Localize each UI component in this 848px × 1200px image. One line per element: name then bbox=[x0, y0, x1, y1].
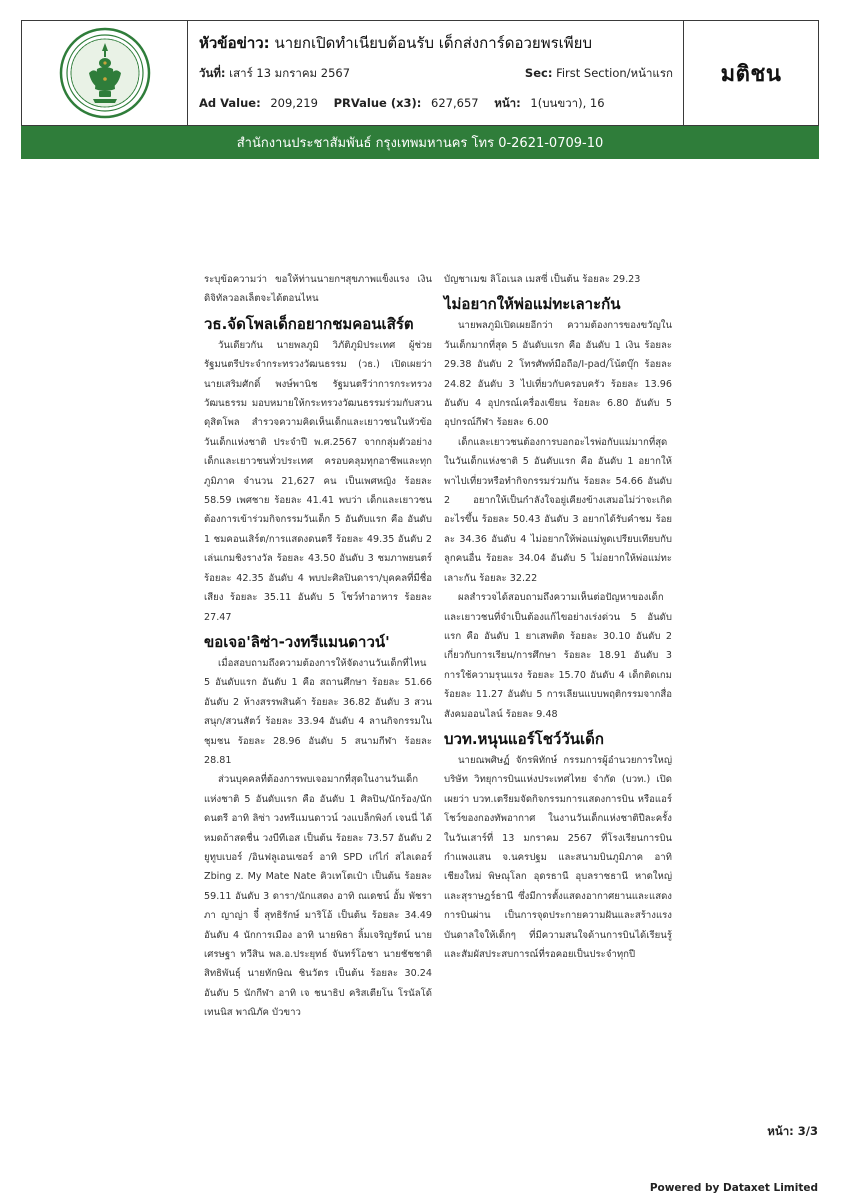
clipping-header bbox=[21, 20, 819, 126]
date-value: เสาร์ 13 มกราคม 2567 bbox=[229, 66, 351, 80]
article-paragraph: เมื่อสอบถามถึงความต้องการให้จัดงานวันเด็กที่ไหน 5 อันดับแรก อันดับ 1 คือ สถานศึกษา ร้อยละ 51.66 อันดับ 2 ห้างสรรพสินค้า ร้อยละ 36.82 อันดับ 3 สวนสนุก/สวนสัตว์ ร้อยละ 33.94 อันดับ 4 ลานกิจกรรมในชุมชน ร้อยละ 28.96 อันดับ 5 สนามกีฬา ร้อยละ 28.81 bbox=[204, 657, 432, 766]
agency-text: สำนักงานประชาสัมพันธ์ กรุงเทพมหานคร โทร 0-2621-0709-10 bbox=[236, 136, 604, 151]
page-number-label: หน้า: bbox=[767, 1124, 794, 1138]
headline-label: หัวข้อข่าว: bbox=[199, 34, 270, 52]
powered-by: Powered by Dataxet Limited bbox=[649, 1182, 818, 1194]
section-heading: วธ.จัดโพลเด็กอยากชมคอนเสิร์ต bbox=[204, 314, 414, 333]
section-heading: ขอเจอ'ลิซ่า-วงทรีแมนดาวน์' bbox=[204, 632, 390, 651]
section-heading: บวท.หนุนแอร์โชว์วันเด็ก bbox=[444, 729, 604, 748]
page-label: หน้า: bbox=[494, 96, 521, 110]
page-number bbox=[767, 1123, 818, 1141]
section-value: First Section/หน้าแรก bbox=[556, 66, 673, 80]
clipping-info bbox=[187, 21, 684, 125]
article-paragraph: ผลสำรวจได้สอบถามถึงความเห็นต่อปัญหาของเด็กและเยาวชนที่จำเป็นต้องแก้ไขอย่างเร่งด่วน 5 อันดับแรก คือ อันดับ 1 ยาเสพติด ร้อยละ 30.10 อันดับ 2 เกี่ยวกับการเรียน/การศึกษา ร้อยละ 18.91 อันดับ 3 การใช้ความรุนแรง ร้อยละ 15.70 อันดับ 4 เด็กติดเกม ร้อยละ 11.27 อันดับ 5 การเลียนแบบพฤติกรรมจากสื่อสังคมออนไลน์ ร้อยละ 9.48 bbox=[444, 592, 672, 720]
article-paragraph: ระบุข้อความว่า ขอให้ท่านนายกฯสุขภาพแข็งแรง เงินดิจิทัลวอลเล็ตจะได้ตอนไหน bbox=[204, 274, 432, 305]
page-number-value: 3/3 bbox=[797, 1124, 818, 1138]
article-paragraph: ส่วนบุคคลที่ต้องการพบเจอมากที่สุดในงานวันเด็กแห่งชาติ 5 อันดับแรก คือ อันดับ 1 ศิลปิน/นักร้อง/นักดนตรี อาทิ ลิซ่า วงทรีแมนดาวน์ วงแบล็กพิงก์ เจนนี่ ได้หมดถ้าสดชื่น วงบีทีเอส เป็นต้น ร้อยละ 73.57 อันดับ 2 ยูทูบเบอร์ /อินฟลูเอนเซอร์ อาทิ SPD เก๋ไก๋ สไลเดอร์ Zbing z. My Mate Nate คิวเทโตเป๋า เป็นต้น ร้อยละ 59.11 อันดับ 3 ดารา/นักแสดง อาทิ ณเดชน์ อั้ม พัชราภา ญาญ่า จี๋ สุทธิรักษ์ มาริโอ้ เป็นต้น ร้อยละ 34.49 อันดับ 4 นักการเมือง อาทิ นายพิธา ลิ้มเจริญรัตน์ นายเศรษฐา ทวีสิน พล.อ.ประยุทธ์ จันทร์โอชา นายชัชชาติ สิทธิพันธุ์ นายทักษิณ ชินวัตร เป็นต้น ร้อยละ 30.24 อันดับ 5 นักกีฬา อาทิ เจ ชนาธิป คริสเตียโน โรนัลโด้ เทนนิส พาณิภัค บัวขาว bbox=[204, 774, 432, 1019]
article-paragraph: วันเดียวกัน นายพลภูมิ วิภัติภูมิประเทศ ผู้ช่วยรัฐมนตรีประจำกระทรวงวัฒนธรรม (วธ.) เปิดเผยว่า นายเสริมศักดิ์ พงษ์พานิช รัฐมนตรีว่าการกระทรวงวัฒนธรรม มอบหมายให้กระทรวงวัฒนธรรมร่วมกับสวนดุสิตโพล สำรวจความคิดเห็นเด็กและเยาวชนในหัวข้อวันเด็กแห่งชาติ ประจำปี พ.ศ.2567 จากกลุ่มตัวอย่างเด็กและเยาวชนทั่วประเทศ ครอบคลุมทุกอาชีพและทุกภูมิภาค จำนวน 21,627 คน เป็นเพศหญิง ร้อยละ 58.59 เพศชาย ร้อยละ 41.41 พบว่า เด็กและเยาวชนต้องการเข้าร่วมกิจกรรมวันเด็ก 5 อันดับแรก คือ อันดับ 1 ชมคอนเสิร์ต/การแสดงดนตรี ร้อยละ 49.35 อันดับ 2 เล่นเกมชิงรางวัล ร้อยละ 43.50 อันดับ 3 ชมภาพยนตร์ ร้อยละ 42.35 อันดับ 4 พบปะศิลปินดารา/บุคคลที่มีชื่อเสียง ร้อยละ 35.11 อันดับ 5 โชว์ทำอาหาร ร้อยละ 27.47 bbox=[204, 339, 432, 623]
section-heading: ไม่อยากให้พ่อแม่ทะเลาะกัน bbox=[444, 295, 621, 314]
page-field bbox=[494, 96, 610, 110]
article-paragraph: นายณพศิษฏ์ จักรพิทักษ์ กรรมการผู้อำนวยการใหญ่ บริษัท วิทยุการบินแห่งประเทศไทย จำกัด (บวท.) เปิดเผยว่า บวท.เตรียมจัดกิจกรรมการแสดงการบิน หรือแอร์โชว์ของกองทัพอากาศ ในงานวันเด็กแห่งชาติปีละครั้ง ในวันเสาร์ที่ 13 มกราคม 2567 ที่โรงเรียนการบินกำแพงแสน จ.นครปฐม และสนามบินภูมิภาค อาทิ เชียงใหม่ พิษณุโลก อุดรธานี อุบลราชธานี หาดใหญ่ และสุราษฎร์ธานี ซึ่งมีการตั้งแสดงอากาศยานและแสดงการบินผ่าน เป็นการจุดประกายความฝันและสร้างแรงบันดาลใจให้เด็กๆ ที่มีความสนใจด้านการบินได้เรียนรู้ และสัมผัสประสบการณ์ที่รอคอยเป็นประจำทุกปี bbox=[444, 754, 672, 960]
date-field bbox=[199, 65, 350, 83]
pr-value: 627,657 bbox=[431, 96, 479, 110]
page-value: 1(บนขวา), 16 bbox=[530, 96, 605, 110]
section-field bbox=[525, 65, 673, 83]
ad-value-label: Ad Value: bbox=[199, 96, 261, 110]
bangkok-seal-logo bbox=[59, 27, 151, 119]
date-section-row bbox=[199, 65, 673, 83]
date-label: วันที่: bbox=[199, 66, 226, 80]
article-paragraph: บัญชาเมฆ ลิโอเนล เมสซี่ เป็นต้น ร้อยละ 29.23 bbox=[444, 274, 641, 285]
values-row bbox=[199, 95, 673, 113]
publisher-logo-text: มติชน bbox=[720, 61, 782, 87]
article-column-left bbox=[204, 270, 432, 1023]
agency-banner bbox=[21, 126, 819, 159]
publisher-area bbox=[684, 21, 818, 125]
logo-area bbox=[22, 21, 188, 125]
headline-text: นายกเปิดทำเนียบต้อนรับ เด็กส่งการ์ดอวยพรเพียบ bbox=[274, 34, 592, 52]
article-paragraph: เด็กและเยาวชนต้องการบอกอะไรพ่อกับแม่มากที่สุดในวันเด็กแห่งชาติ 5 อันดับแรก คือ อันดับ 1 อยากให้พาไปเที่ยวหรือทำกิจกรรมร่วมกัน ร้อยละ 54.66 อันดับ 2 อยากให้เป็นกำลังใจอยู่เคียงข้างเสมอไม่ว่าจะเกิดอะไรขึ้น ร้อยละ 50.43 อันดับ 3 อยากได้รับคำชม ร้อยละ 34.36 อันดับ 4 ไม่อยากให้พ่อแม่พูดเปรียบเทียบกับลูกคนอื่น ร้อยละ 34.04 อันดับ 5 ไม่อยากให้พ่อแม่ทะเลาะกัน ร้อยละ 32.22 bbox=[444, 436, 672, 584]
ad-value-field bbox=[199, 96, 328, 110]
ad-value: 209,219 bbox=[270, 96, 318, 110]
headline-row bbox=[199, 31, 673, 55]
pr-value-label: PRValue (x3): bbox=[333, 96, 422, 110]
section-label: Sec: bbox=[524, 66, 553, 80]
pr-value-field bbox=[334, 96, 489, 110]
article-paragraph: นายพลภูมิเปิดเผยอีกว่า ความต้องการของขวัญในวันเด็กมากที่สุด 5 อันดับแรก คือ อันดับ 1 เงิน ร้อยละ 29.38 อันดับ 2 โทรศัพท์มือถือ/I-pad/โน้ตบุ๊ก ร้อยละ 24.82 อันดับ 3 ไปเที่ยวกับครอบครัว ร้อยละ 13.96 อันดับ 4 อุปกรณ์เครื่องเขียน ร้อยละ 6.80 อันดับ 5 อุปกรณ์กีฬา ร้อยละ 6.00 bbox=[444, 320, 672, 429]
article-column-right bbox=[444, 270, 672, 964]
